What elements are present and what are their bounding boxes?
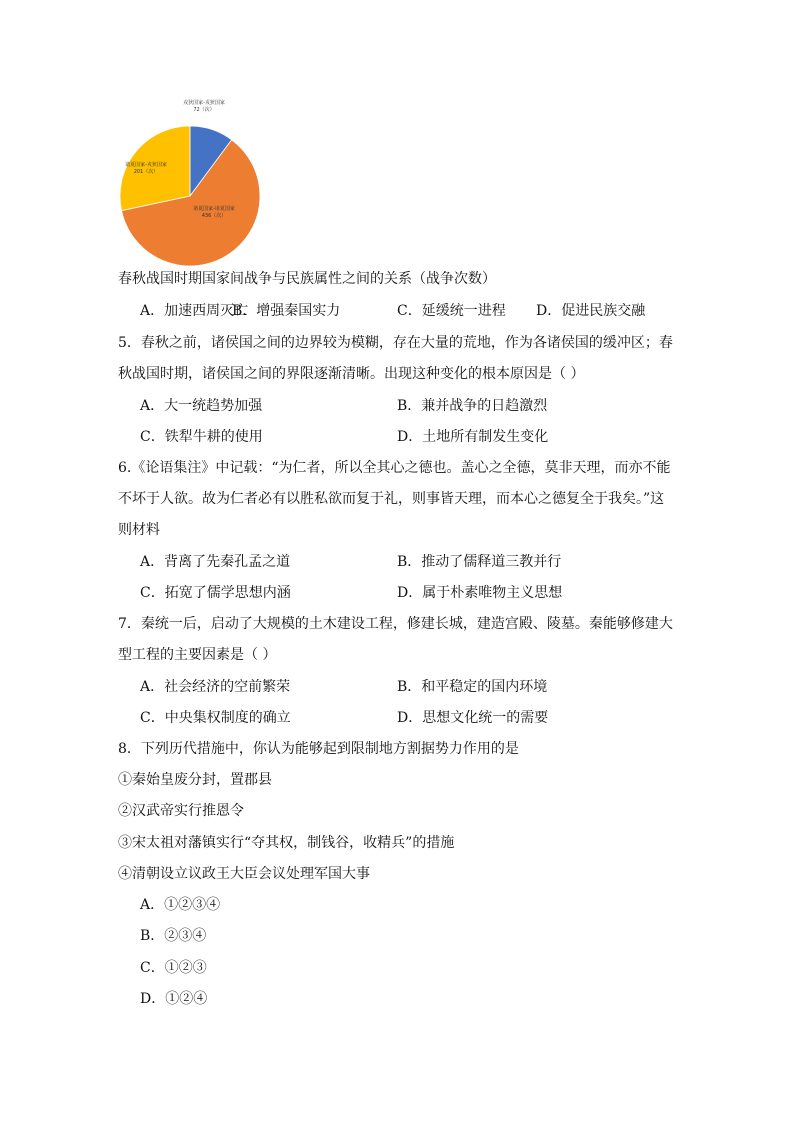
q6-stem-line-2: 不坏于人欲。故为仁者必有以胜私欲而复于礼，则事皆天理，而本心之德复全于我矣。”这 bbox=[118, 491, 665, 507]
pie-label-zhuxia-rongdi: 诸夏国家-戎狄国家 bbox=[125, 162, 167, 168]
pie-value-rongdi-rongdi: 72（次） bbox=[193, 107, 215, 113]
q6-option-b[interactable]: B．推动了儒释道三教并行 bbox=[397, 554, 562, 570]
pie-value-zhuxia-zhuxia: 436（次） bbox=[201, 213, 227, 219]
q5-option-c[interactable]: C．铁犁牛耕的使用 bbox=[140, 429, 263, 445]
q8-item-2: ②汉武帝实行推恩令 bbox=[118, 803, 244, 819]
q7-option-a[interactable]: A．社会经济的空前繁荣 bbox=[140, 679, 291, 695]
q7-stem-line-2: 型工程的主要因素是（ ） bbox=[118, 647, 277, 663]
war-pie-chart bbox=[112, 96, 272, 266]
q5-option-a[interactable]: A．大一统趋势加强 bbox=[140, 398, 263, 414]
q7-option-c[interactable]: C．中央集权制度的确立 bbox=[140, 710, 291, 726]
q8-option-a[interactable]: A．①②③④ bbox=[140, 897, 221, 913]
q5-option-d[interactable]: D．土地所有制发生变化 bbox=[397, 429, 549, 445]
chart-caption: 春秋战国时期国家间战争与民族属性之间的关系（战争次数） bbox=[118, 271, 496, 287]
q5-option-b[interactable]: B．兼并战争的日趋激烈 bbox=[397, 398, 548, 414]
q5-stem-line-1: 5．春秋之前，诸侯国之间的边界较为模糊，存在大量的荒地，作为各诸侯国的缓冲区；春 bbox=[118, 335, 673, 351]
q7-stem-line-1: 7．秦统一后，启动了大规模的土木建设工程，修建长城，建造宫殿、陵墓。秦能够修建大 bbox=[118, 616, 673, 632]
q6-option-a[interactable]: A．背离了先秦孔孟之道 bbox=[140, 554, 291, 570]
q4-option-a[interactable]: A．加速西周灭亡 bbox=[140, 303, 249, 319]
pie-value-zhuxia-rongdi: 201（次） bbox=[133, 169, 159, 175]
q8-item-3: ③宋太祖对藩镇实行“夺其权，制钱谷，收精兵”的措施 bbox=[118, 835, 455, 851]
q8-option-d[interactable]: D．①②④ bbox=[140, 991, 208, 1007]
q8-item-1: ①秦始皇废分封，置郡县 bbox=[118, 772, 272, 788]
q6-option-c[interactable]: C．拓宽了儒学思想内涵 bbox=[140, 585, 291, 601]
pie-label-zhuxia-zhuxia: 诸夏国家-诸夏国家 bbox=[193, 206, 235, 212]
q7-option-b[interactable]: B．和平稳定的国内环境 bbox=[397, 679, 548, 695]
pie-label-rongdi-rongdi: 戎狄国家-戎狄国家 bbox=[183, 100, 225, 106]
q7-option-d[interactable]: D．思想文化统一的需要 bbox=[397, 710, 549, 726]
q8-stem: 8．下列历代措施中，你认为能够起到限制地方割据势力作用的是 bbox=[118, 741, 519, 757]
q8-option-c[interactable]: C．①②③ bbox=[140, 960, 207, 976]
q8-item-4: ④清朝设立议政王大臣会议处理军国大事 bbox=[118, 866, 370, 882]
q6-option-d[interactable]: D．属于朴素唯物主义思想 bbox=[397, 585, 563, 601]
q6-stem-line-3: 则材料 bbox=[118, 522, 160, 538]
q6-stem-line-1: 6.《论语集注》中记载：“为仁者，所以全其心之德也。盖心之全德，莫非天理，而亦不能 bbox=[118, 460, 671, 476]
q8-option-b[interactable]: B．②③④ bbox=[140, 928, 207, 944]
q4-option-b[interactable]: B．增强秦国实力 bbox=[232, 303, 341, 319]
q5-stem-line-2: 秋战国时期，诸侯国之间的界限逐渐清晰。出现这种变化的根本原因是（ ） bbox=[118, 366, 585, 382]
q4-option-c[interactable]: C．延缓统一进程 bbox=[397, 303, 506, 319]
q4-option-d[interactable]: D．促进民族交融 bbox=[536, 303, 646, 319]
